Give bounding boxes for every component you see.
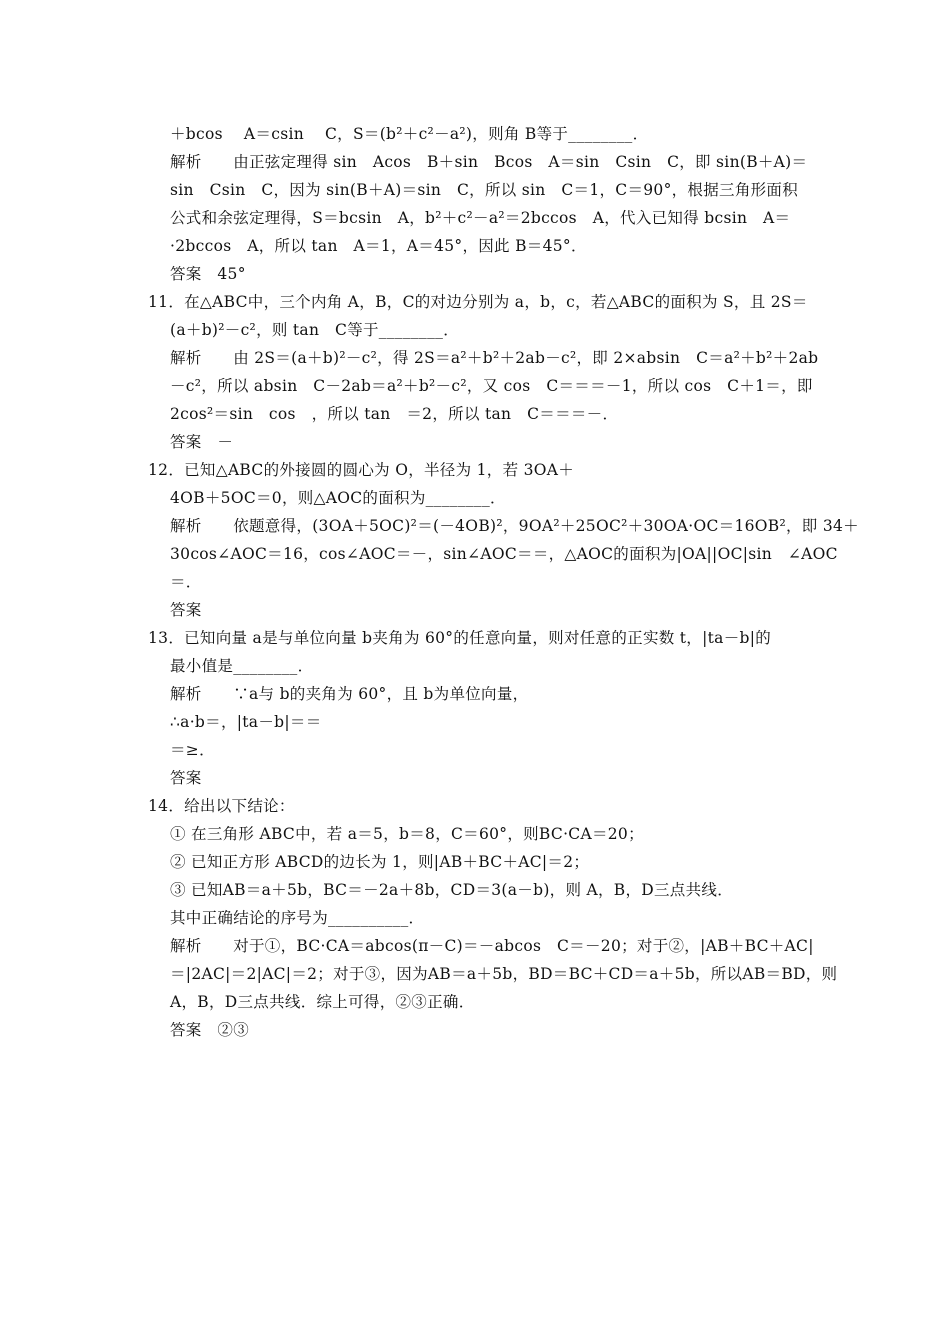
text-line: ·2bccos A，所以 tan A＝1，A＝45°，因此 B＝45°．: [170, 237, 587, 255]
question-14: 14．给出以下结论：: [148, 797, 295, 815]
text-line: 其中正确结论的序号为__________．: [170, 909, 425, 927]
text-line: ∴a·b＝，|ta－b|＝＝: [170, 713, 322, 731]
analysis-line: 解析 由 2S＝(a＋b)²－c²，得 2S＝a²＋b²＋2ab－c²，即 2×absin C＝a²＋b²＋2ab: [170, 349, 819, 367]
answer-line: 答案: [170, 769, 202, 787]
analysis-line: 解析 依题意得，(3OA＋5OC)²＝(－4OB)²，9OA²＋25OC²＋30OA·OC＝16OB²，即 34＋: [170, 517, 859, 535]
text-line: (a＋b)²－c²，则 tan C等于________．: [170, 321, 460, 339]
statement-3: ③ 已知AB＝a＋5b，BC＝－2a＋8b，CD＝3(a－b)，则 A，B，D三点共线．: [170, 881, 734, 899]
text-line: 公式和余弦定理得，S＝bcsin A，b²＋c²－a²＝2bccos A，代入已知得 bcsin A＝: [170, 209, 791, 227]
text-line: sin Csin C，因为 sin(B＋A)＝sin C，所以 sin C＝1，C＝90°，根据三角形面积: [170, 181, 799, 199]
text-line: ＝．: [170, 573, 202, 591]
text-line: 30cos∠AOC＝16，cos∠AOC＝－，sin∠AOC＝＝，△AOC的面积为|OA||OC|sin ∠AOC: [170, 545, 838, 563]
answer-line: 答案 45°: [170, 265, 246, 283]
question-13: 13．已知向量 a是与单位向量 b夹角为 60°的任意向量，则对任意的正实数 t，|ta－b|的: [148, 629, 772, 647]
answer-line: 答案: [170, 601, 202, 619]
text-line: －c²，所以 absin C－2ab＝a²＋b²－c²，又 cos C＝＝＝－1，所以 cos C＋1＝，即: [170, 377, 813, 395]
analysis-line: 解析 由正弦定理得 sin Acos B＋sin Bcos A＝sin Csin C，即 sin(B＋A)＝: [170, 153, 808, 171]
analysis-line: 解析 对于①，BC·CA＝abcos(π－C)＝－abcos C＝－20；对于②，|AB＋BC＋AC|: [170, 937, 814, 955]
answer-line: 答案 ②③: [170, 1021, 250, 1039]
text-line: ＝|2AC|＝2|AC|＝2；对于③，因为AB＝a＋5b，BD＝BC＋CD＝a＋5b，所以AB＝BD，则: [170, 965, 838, 983]
statement-1: ① 在三角形 ABC中，若 a＝5，b＝8，C＝60°，则BC·CA＝20；: [170, 825, 644, 843]
answer-line: 答案 －: [170, 433, 234, 451]
text-line: 2cos²＝sin cos ，所以 tan ＝2，所以 tan C＝＝＝－．: [170, 405, 619, 423]
text-line: A，B，D三点共线．综上可得，②③正确．: [170, 993, 475, 1011]
text-line: ＝≥．: [170, 741, 215, 759]
question-11: 11．在△ABC中，三个内角 A，B，C的对边分别为 a，b，c，若△ABC的面积为 S，且 2S＝: [148, 293, 808, 311]
text-line: 4OB＋5OC＝0，则△AOC的面积为________．: [170, 489, 506, 507]
analysis-line: 解析 ∵a与 b的夹角为 60°，且 b为单位向量，: [170, 685, 529, 703]
text-line: 最小值是________．: [170, 657, 314, 675]
question-12: 12．已知△ABC的外接圆的圆心为 O，半径为 1，若 3OA＋: [148, 461, 575, 479]
statement-2: ② 已知正方形 ABCD的边长为 1，则|AB＋BC＋AC|＝2；: [170, 853, 590, 871]
text-line: ＋bcos A＝csin C，S＝(b²＋c²－a²)，则角 B等于________．: [170, 125, 649, 143]
